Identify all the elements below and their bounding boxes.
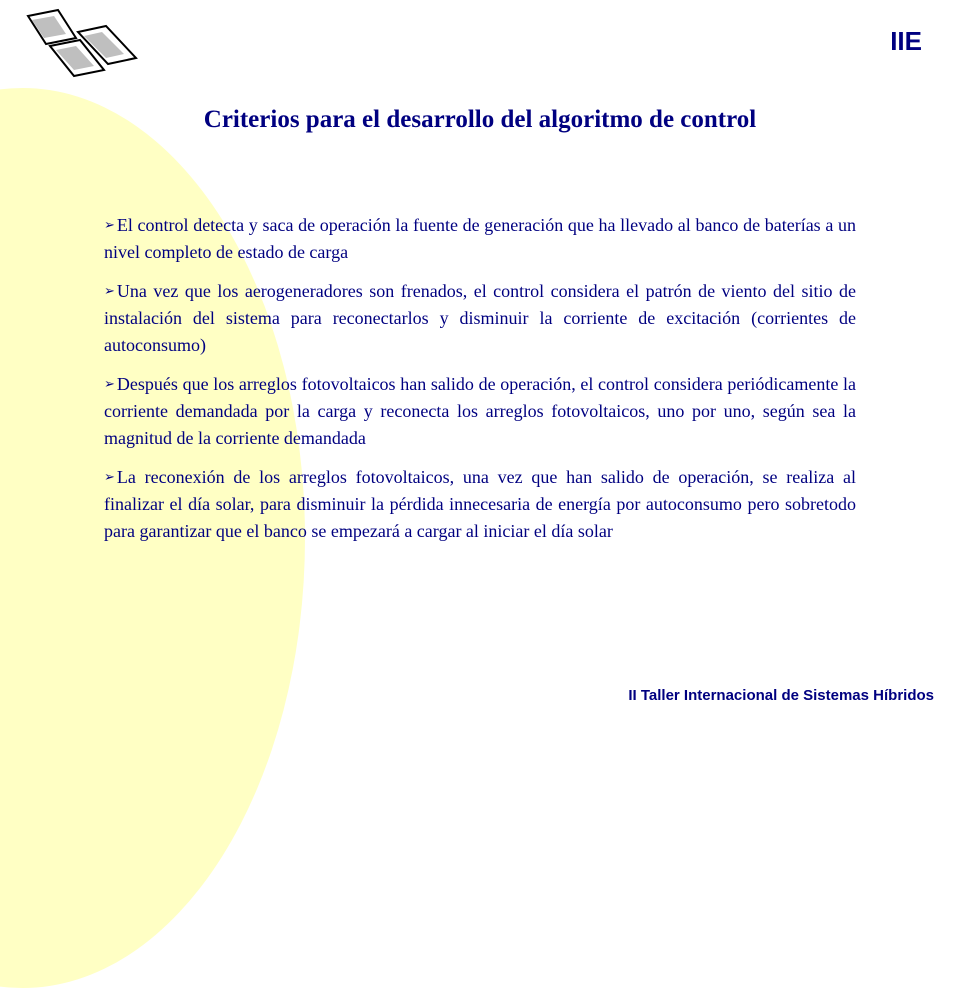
arrow-bullet-icon: ➢ (104, 284, 115, 299)
bullet-item (104, 371, 856, 452)
bullet-item (104, 278, 856, 359)
org-label: IIE (890, 26, 922, 56)
iie-logo-icon (14, 8, 144, 88)
bullet-list (104, 212, 856, 557)
bullet-text: La reconexión de los arreglos fotovoltaicos, una vez que han salido de operación, se realiza al finalizar el día solar, para disminuir la pérdida innecesaria de energía por autoconsumo pero sobretodo para garantizar que el banco se empezará a cargar al iniciar el día solar (104, 467, 856, 541)
bullet-item (104, 464, 856, 545)
bullet-text: Una vez que los aerogeneradores son frenados, el control considera el patrón de viento del sitio de instalación del sistema para reconectarlos y disminuir la corriente de excitación (corrientes de autoconsumo) (104, 281, 856, 355)
arrow-bullet-icon: ➢ (104, 218, 115, 233)
arrow-bullet-icon: ➢ (104, 470, 115, 485)
footer-label: II Taller Internacional de Sistemas Híbridos (628, 687, 934, 704)
slide-title: Criterios para el desarrollo del algoritmo de control (203, 106, 757, 133)
bullet-text: Después que los arreglos fotovoltaicos han salido de operación, el control considera periódicamente la corriente demandada por la carga y reconecta los arreglos fotovoltaicos, uno por uno, según sea la magnitud de la corriente demandada (104, 374, 856, 448)
arrow-bullet-icon: ➢ (104, 377, 115, 392)
bullet-text: El control detecta y saca de operación la fuente de generación que ha llevado al banco de baterías a un nivel completo de estado de carga (104, 215, 856, 262)
bullet-item (104, 212, 856, 266)
